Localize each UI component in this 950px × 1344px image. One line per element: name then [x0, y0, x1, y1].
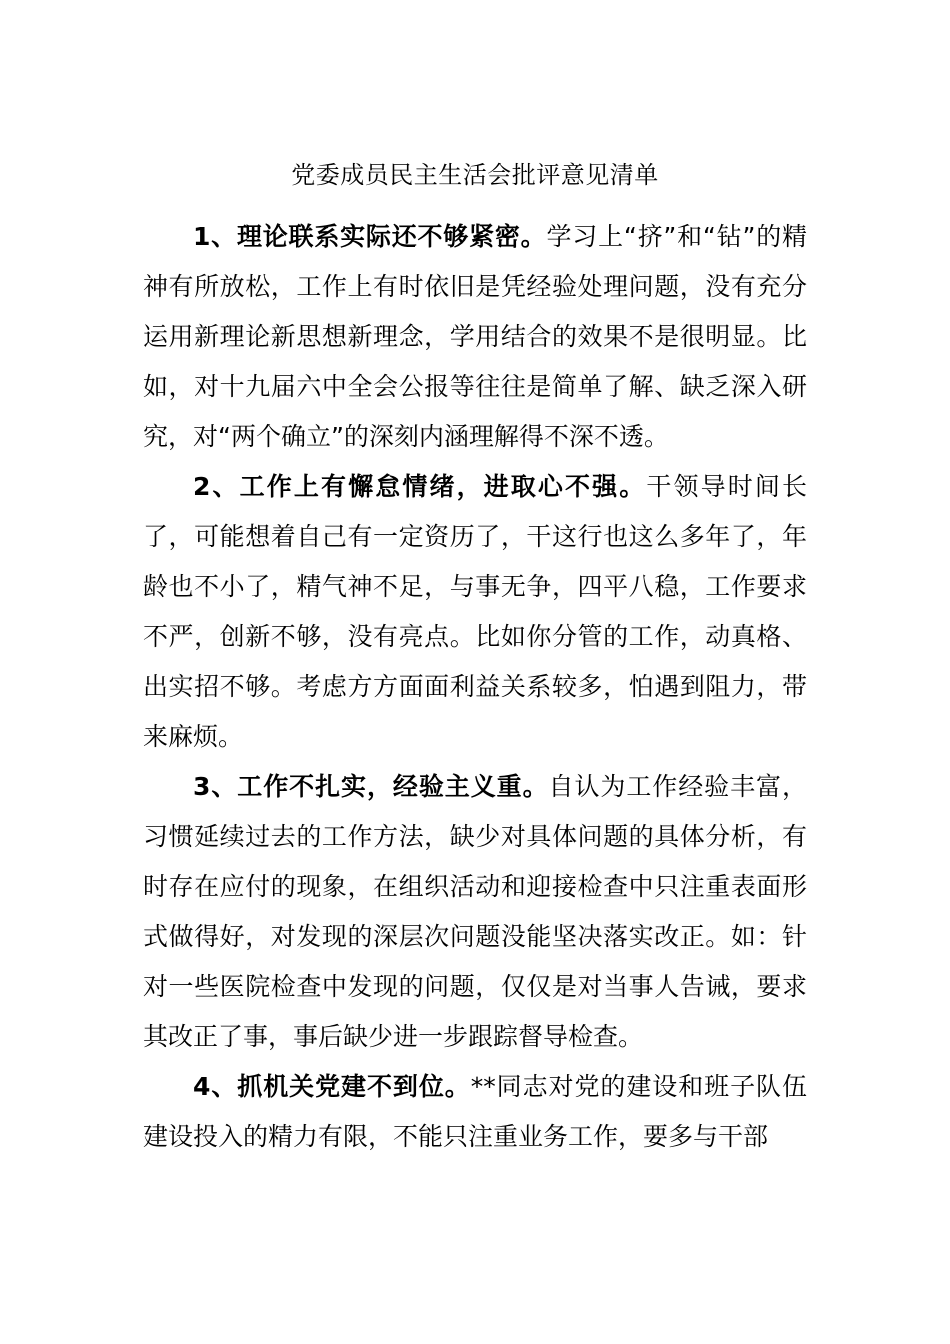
- paragraph-4: [143, 1062, 807, 1162]
- paragraph-heading: 2、工作上有懈怠情绪，进取心不强。: [193, 472, 647, 501]
- paragraph-text: **同志对党的建设和班子队伍建设投入的精力有限，不能只注重业务工作，要多与干部: [143, 1072, 807, 1151]
- paragraph-1: [143, 212, 807, 462]
- paragraph-heading: 3、工作不扎实，经验主义重。: [193, 772, 549, 801]
- paragraph-text: 学习上“挤”和“钻”的精神有所放松，工作上有时依旧是凭经验处理问题，没有充分运用新理论新思想新理念，学用结合的效果不是很明显。比如，对十九届六中全会公报等往往是简单了解、缺乏深入研究，对“两个确立”的深刻内涵理解得不深不透。: [143, 222, 807, 451]
- document-body: [143, 212, 807, 1162]
- paragraph-3: [143, 762, 807, 1062]
- paragraph-text: 干领导时间长了，可能想着自己有一定资历了，干这行也这么多年了，年龄也不小了，精气神不足，与事无争，四平八稳，工作要求不严，创新不够，没有亮点。比如你分管的工作，动真格、出实招不够。考虑方方面面利益关系较多，怕遇到阻力，带来麻烦。: [143, 472, 807, 751]
- paragraph-text: 自认为工作经验丰富，习惯延续过去的工作方法，缺少对具体问题的具体分析，有时存在应付的现象，在组织活动和迎接检查中只注重表面形式做得好，对发现的深层次问题没能坚决落实改正。如：针对一些医院检查中发现的问题，仅仅是对当事人告诫，要求其改正了事，事后缺少进一步跟踪督导检查。: [143, 772, 807, 1051]
- paragraph-heading: 1、理论联系实际还不够紧密。: [193, 222, 547, 251]
- paragraph-2: [143, 462, 807, 762]
- paragraph-heading: 4、抓机关党建不到位。: [193, 1072, 471, 1101]
- document-title: 党委成员民主生活会批评意见清单: [291, 161, 659, 189]
